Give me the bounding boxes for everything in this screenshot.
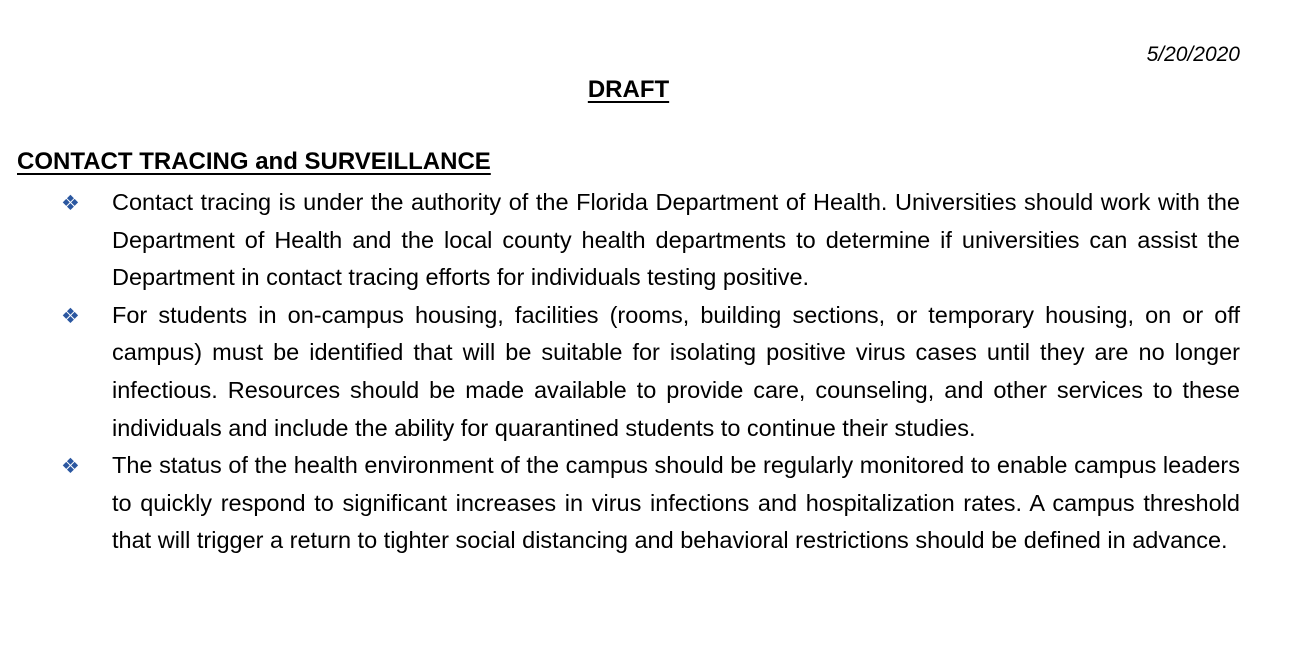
diamond-bullet-icon: ❖ (61, 303, 80, 328)
section-heading-text: CONTACT TRACING and SURVEILLANCE (17, 148, 491, 175)
section-heading (17, 146, 1240, 177)
bullet-item-health-monitoring (17, 447, 1240, 560)
document-title (17, 75, 1240, 105)
diamond-bullet-icon: ❖ (61, 191, 80, 215)
bullet-text: Contact tracing is under the authority of the Florida Department of Health. Universities should work with the Department of Health and the local county health departments to determine if universities can assist the Department in contact tracing efforts for individuals testing positive. (112, 189, 1240, 291)
bullet-list (17, 184, 1240, 560)
bullet-item-contact-tracing (17, 184, 1240, 297)
bullet-text: The status of the health environment of the campus should be regularly monitored to enable campus leaders to quickly respond to significant increases in virus infections and hospitalization rates. A campus threshold that will trigger a return to tighter social distancing and behavioral restrictions should be defined in advance. (112, 452, 1240, 554)
document-title-text: DRAFT (587, 76, 670, 103)
diamond-bullet-icon: ❖ (61, 454, 80, 479)
bullet-item-on-campus-housing (17, 297, 1240, 447)
document-date: 5/20/2020 (1146, 43, 1240, 66)
bullet-text: For students in on-campus housing, facilities (rooms, building sections, or temporary housing, on or off campus) must be identified that will be suitable for isolating positive virus cases until they are no longer infectious. Resources should be made available to provide care, counseling, and other services to these individuals and include the ability for quarantined students to continue their studies. (112, 301, 1240, 441)
